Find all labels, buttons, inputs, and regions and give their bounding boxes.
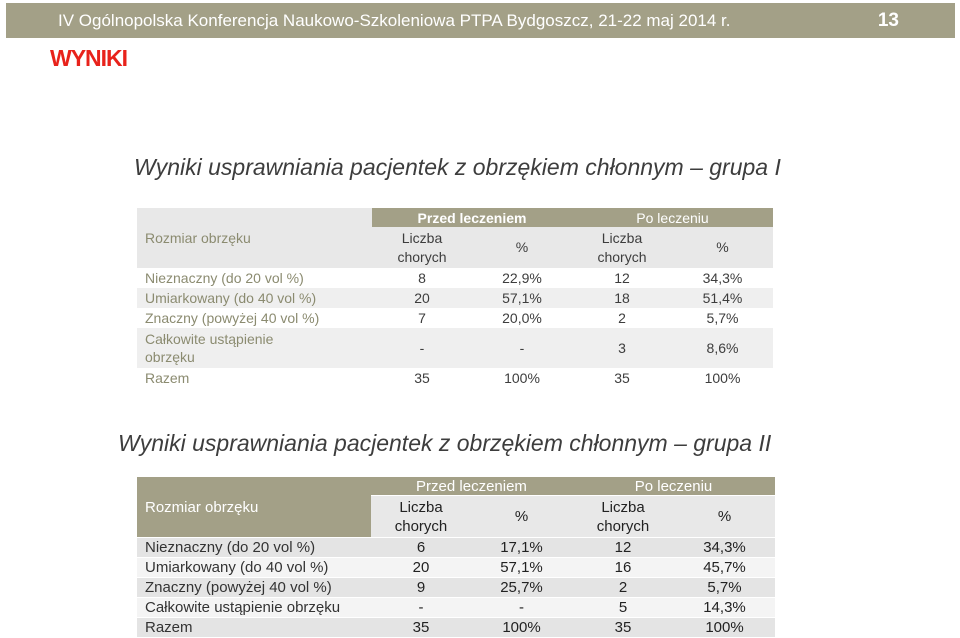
results-table-group-1 — [137, 208, 773, 388]
table-row-total: Razem 35 100% 35 100% — [137, 368, 773, 388]
row-header: Rozmiar obrzęku — [137, 208, 372, 268]
page-number: 13 — [877, 10, 899, 31]
col-count-before: Liczba chorych — [371, 496, 471, 538]
table-row: Całkowite ustąpienie obrzęku - - 3 8,6% — [137, 328, 773, 368]
results-table-group-2 — [137, 477, 775, 638]
group-before-header: Przed leczeniem — [372, 208, 572, 227]
col-percent-after: % — [674, 496, 775, 538]
col-percent-before: % — [472, 227, 572, 268]
table-row: Znaczny (powyżej 40 vol %) 7 20,0% 2 5,7% — [137, 308, 773, 328]
table-row: Nieznaczny (do 20 vol %) 6 17,1% 12 34,3% — [137, 538, 775, 558]
col-count-after: Liczba chorych — [572, 227, 672, 268]
col-count-after: Liczba chorych — [572, 496, 674, 538]
table1-caption: Wyniki usprawniania pacjentek z obrzękiem chłonnym – grupa I — [134, 154, 781, 180]
table-row: Umiarkowany (do 40 vol %) 20 57,1% 18 51,4% — [137, 288, 773, 308]
group-before-header: Przed leczeniem — [371, 477, 572, 496]
table-row: Całkowite ustąpienie obrzęku - - 5 14,3% — [137, 598, 775, 618]
section-title: WYNIKI — [50, 45, 128, 71]
table-row: Umiarkowany (do 40 vol %) 20 57,1% 16 45,7% — [137, 558, 775, 578]
table-row: Nieznaczny (do 20 vol %) 8 22,9% 12 34,3% — [137, 268, 773, 288]
row-header: Rozmiar obrzęku — [137, 477, 371, 538]
conference-title: IV Ogólnopolska Konferencja Naukowo-Szkoleniowa PTPA Bydgoszcz, 21-22 maj 2014 r. — [58, 11, 731, 30]
col-percent-before: % — [471, 496, 572, 538]
group-after-header: Po leczeniu — [572, 477, 775, 496]
header-bar — [6, 3, 955, 38]
table-row-total: Razem 35 100% 35 100% — [137, 618, 775, 638]
group-after-header: Po leczeniu — [572, 208, 773, 227]
col-count-before: Liczba chorych — [372, 227, 472, 268]
col-percent-after: % — [672, 227, 773, 268]
table2-caption: Wyniki usprawniania pacjentek z obrzękiem chłonnym – grupa II — [118, 430, 772, 456]
table-row: Znaczny (powyżej 40 vol %) 9 25,7% 2 5,7% — [137, 578, 775, 598]
